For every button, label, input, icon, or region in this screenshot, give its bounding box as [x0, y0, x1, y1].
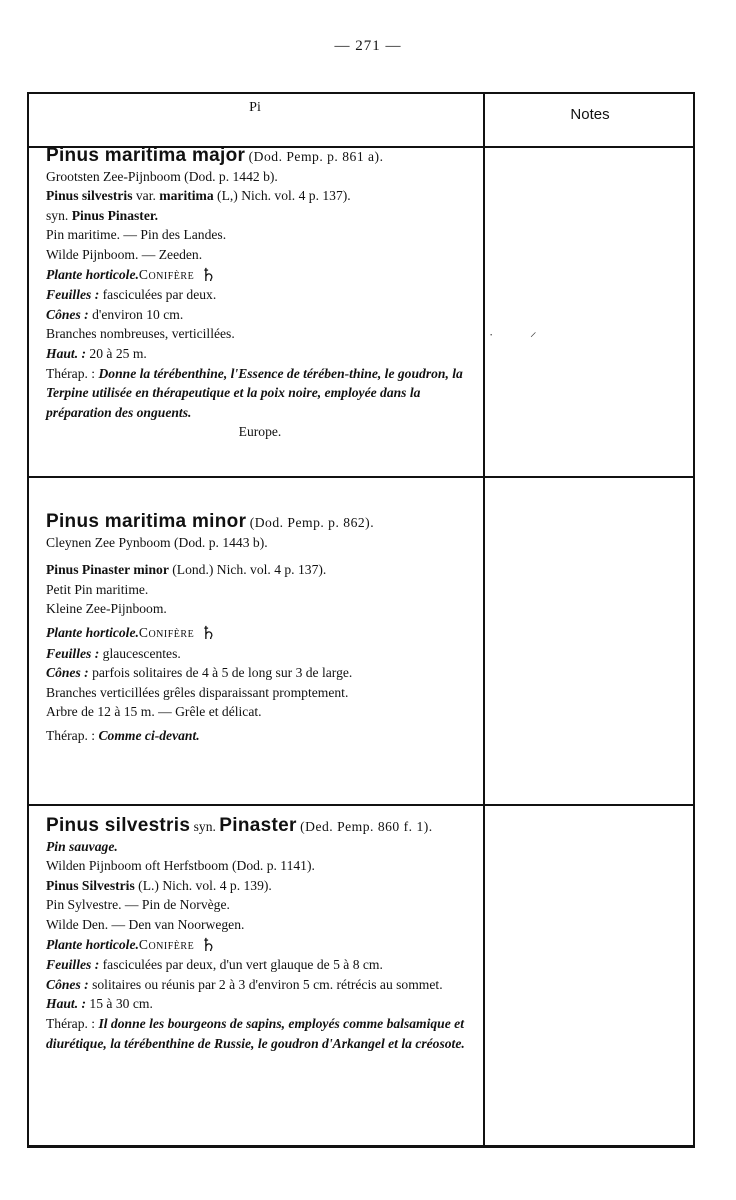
- therap-line: Thérap. : Donne la térébenthine, l'Essence de térében-thine, le goudron, la Terpine utilisée en thérapeutique et la poix noire, employée dans la préparation des onguents.: [46, 365, 463, 420]
- plante-line: Plante horticole.Conifère ♄: [46, 264, 217, 285]
- entry-pinus-silvestris: Pinus silvestris syn. Pinaster (Ded. Pemp. 860 f. 1). Pin sauvage. Wilden Pijnboom oft Herfstboom (Dod. p. 1141). Pinus Silvestris (L.) Nich. vol. 4 p. 139). Pin Sylvestre. — Pin de Norvège. Wilde Den. — Den van Noorwegen. Plante horticole.Conifère ♄ Feuilles : fasciculées par deux, d'un vert glauque de 5 à 8 cm. Cônes : solitaires ou réunis par 2 à 3 d'environ 5 cm. rétrécis au sommet. Haut. : 15 à 30 cm. Thérap. : Il donne les bourgeons de sapins, employés comme balsamique et diurétique, la térébenthine de Russie, le goudron d'Arkangel et la créosote.: [46, 816, 474, 1053]
- plante-line: Plante horticole.Conifère ♄: [46, 934, 217, 955]
- entry-pinus-maritima-minor: [46, 512, 474, 746]
- common-name-line: Cleynen Zee Pynboom (Dod. p. 1443 b).: [46, 534, 268, 550]
- column-header-pi: Pi: [249, 100, 261, 115]
- header-rule-right: [485, 146, 695, 148]
- saturn-symbol: ♄: [200, 622, 217, 643]
- reference: (Ded. Pemp. 860 f. 1).: [300, 819, 433, 834]
- synonym-line: Pinus Silvestris (L.) Nich. vol. 4 p. 139).: [46, 877, 272, 893]
- saturn-symbol: ♄: [200, 264, 217, 285]
- synonym-line: Pinus Pinaster minor (Lond.) Nich. vol. 4 p. 137).: [46, 562, 327, 578]
- haut-line: Haut. : 15 à 30 cm.: [46, 996, 153, 1012]
- cones-line: Cônes : parfois solitaires de 4 à 5 de long sur 3 de large.: [46, 665, 353, 681]
- common-name-line: Kleine Zee-Pijnboom.: [46, 601, 167, 617]
- page-number: — 271 —: [334, 38, 402, 54]
- common-name-line: Pin Sylvestre. — Pin de Norvège.: [46, 897, 230, 913]
- region: Europe.: [238, 424, 282, 440]
- therap-line: Thérap. : Comme ci-devant.: [46, 727, 200, 743]
- feuilles-line: Feuilles : glaucescentes.: [46, 645, 181, 661]
- species-name: Pinus maritima minor: [46, 511, 247, 532]
- saturn-symbol: ♄: [200, 934, 217, 955]
- common-name-line: Pin sauvage.: [46, 838, 118, 854]
- column-divider: [483, 92, 485, 1148]
- species-name: Pinus maritima major: [46, 145, 246, 166]
- common-name-line: Grootsten Zee-Pijnboom (Dod. p. 1442 b).: [46, 168, 278, 184]
- synonym-line: Pinus silvestris var. maritima (L,) Nich. vol. 4 p. 137).: [46, 188, 351, 204]
- conifere-label: Conifère: [138, 624, 195, 640]
- common-name-line: Wilde Den. — Den van Noorwegen.: [46, 916, 245, 932]
- column-header-notes: Notes: [570, 106, 610, 123]
- entry-divider-1: [27, 476, 695, 478]
- ink-mark: ⸝: [530, 324, 537, 339]
- feuilles-line: Feuilles : fasciculées par deux.: [46, 287, 217, 303]
- entry-divider-2: [27, 804, 695, 806]
- common-name-line: Pin maritime. — Pin des Landes.: [46, 227, 227, 243]
- entry-pinus-maritima-major: [46, 146, 474, 442]
- conifere-label: Conifère: [138, 936, 195, 952]
- species-name: Pinus silvestris: [46, 815, 191, 836]
- conifere-label: Conifère: [138, 266, 195, 282]
- plante-line: Plante horticole.Conifère ♄: [46, 622, 217, 643]
- cones-line: Cônes : d'environ 10 cm.: [46, 306, 184, 322]
- feuilles-line: Feuilles : fasciculées par deux, d'un vert glauque de 5 à 8 cm.: [46, 957, 383, 973]
- therap-line: Thérap. : Il donne les bourgeons de sapins, employés comme balsamique et diurétique, la térébenthine de Russie, le goudron d'Arkangel et la créosote.: [46, 1015, 465, 1051]
- common-name-line: Wilde Pijnboom. — Zeeden.: [46, 246, 203, 262]
- ink-mark: ·: [489, 327, 494, 342]
- common-name-line: Petit Pin maritime.: [46, 581, 149, 597]
- cones-line: Cônes : solitaires ou réunis par 2 à 3 d'environ 5 cm. rétrécis au sommet.: [46, 976, 443, 992]
- branches-line: Branches nombreuses, verticillées.: [46, 326, 235, 342]
- haut-line: Haut. : 20 à 25 m.: [46, 345, 147, 361]
- reference: (Dod. Pemp. p. 861 a).: [248, 149, 384, 164]
- reference: (Dod. Pemp. p. 862).: [249, 515, 375, 530]
- branches-line: Branches verticillées grêles disparaissant promptement.: [46, 684, 349, 700]
- size-line: Arbre de 12 à 15 m. — Grêle et délicat.: [46, 704, 262, 720]
- synonym-line: syn. Pinus Pinaster.: [46, 207, 159, 223]
- common-name-line: Wilden Pijnboom oft Herfstboom (Dod. p. 1141).: [46, 858, 315, 874]
